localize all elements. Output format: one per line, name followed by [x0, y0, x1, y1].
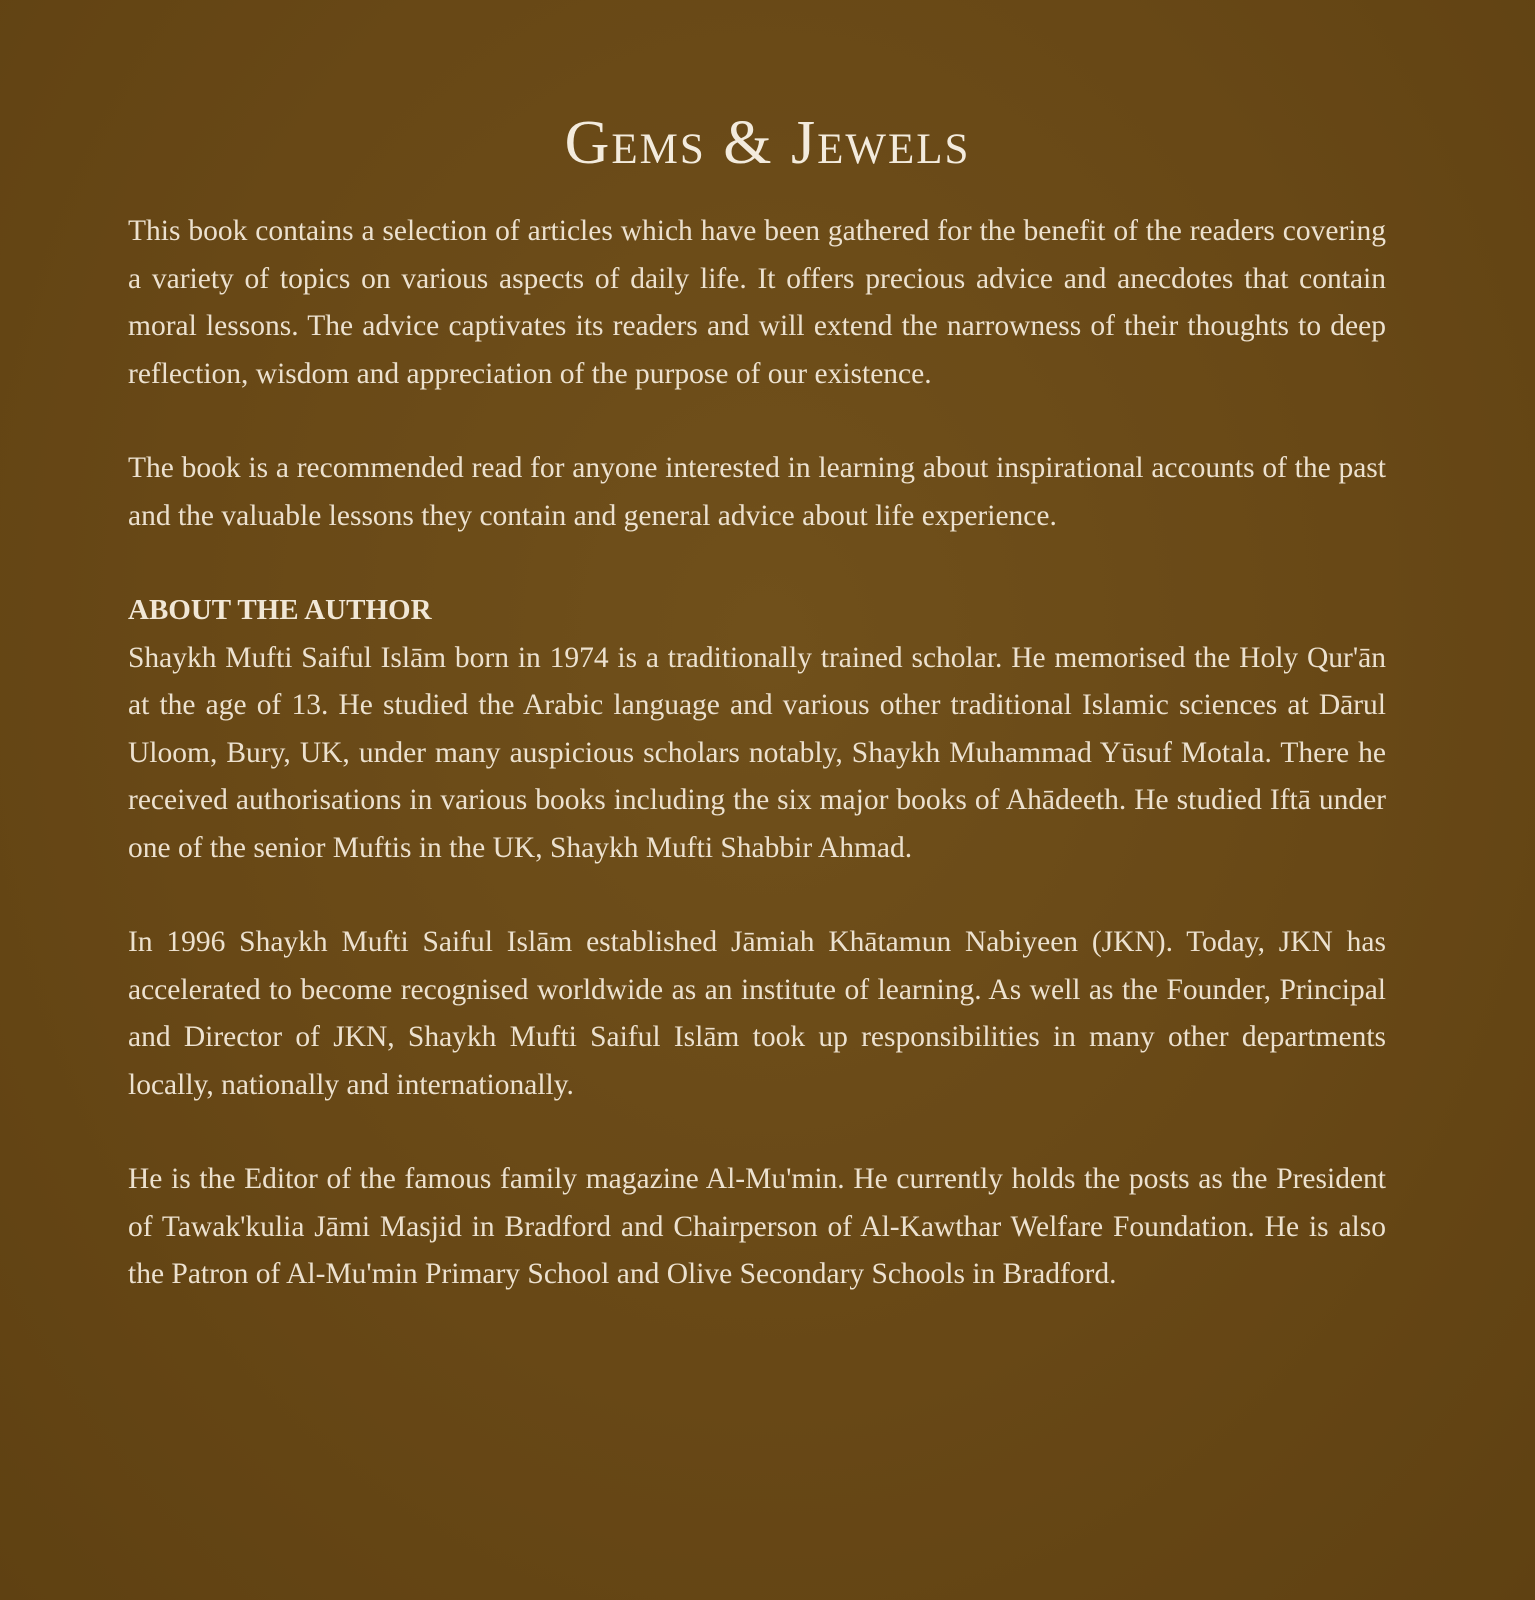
author-paragraph-2: In 1996 Shaykh Mufti Saiful Islām established Jāmiah Khātamun Nabiyeen (JKN). Today, JKN has accelerated to become recognised worldwide as an institute of learning. As well as the Founder, Principal and Director of JKN, Shaykh Mufti Saiful Islām took up responsibilities in many other departments locally, nationally and internationally.: [128, 926, 1386, 1101]
paragraph-spacer: [128, 540, 1386, 587]
paragraph-spacer: [128, 398, 1386, 445]
cover-text-body: [128, 208, 1386, 1299]
paragraph-spacer: [128, 1109, 1386, 1156]
about-author-heading: ABOUT THE AUTHOR: [128, 594, 432, 626]
intro-paragraph-1: This book contains a selection of articles which have been gathered for the benefit of the readers covering a variety of topics on various aspects of daily life. It offers precious advice and anecdotes that contain moral lessons. The advice captivates its readers and will extend the narrowness of their thoughts to deep reflection, wisdom and appreciation of the purpose of our existence.: [128, 215, 1386, 390]
author-paragraph-3: He is the Editor of the famous family magazine Al-Mu'min. He currently holds the posts as the President of Tawak'kulia Jāmi Masjid in Bradford and Chairperson of Al-Kawthar Welfare Foundation. He is also the Patron of Al-Mu'min Primary School and Olive Secondary Schools in Bradford.: [128, 1163, 1386, 1290]
paragraph-spacer: [128, 872, 1386, 919]
intro-paragraph-2: The book is a recommended read for anyone interested in learning about inspirational accounts of the past and the valuable lessons they contain and general advice about life experience.: [128, 452, 1386, 532]
book-title: Gems & Jewels: [564, 109, 971, 177]
author-paragraph-1: Shaykh Mufti Saiful Islām born in 1974 is a traditionally trained scholar. He memorised the Holy Qur'ān at the age of 13. He studied the Arabic language and various other traditional Islamic sciences at Dārul Uloom, Bury, UK, under many auspicious scholars notably, Shaykh Muhammad Yūsuf Motala. There he received authorisations in various books including the six major books of Ahādeeth. He studied Iftā under one of the senior Muftis in the UK, Shaykh Mufti Shabbir Ahmad.: [128, 641, 1386, 864]
